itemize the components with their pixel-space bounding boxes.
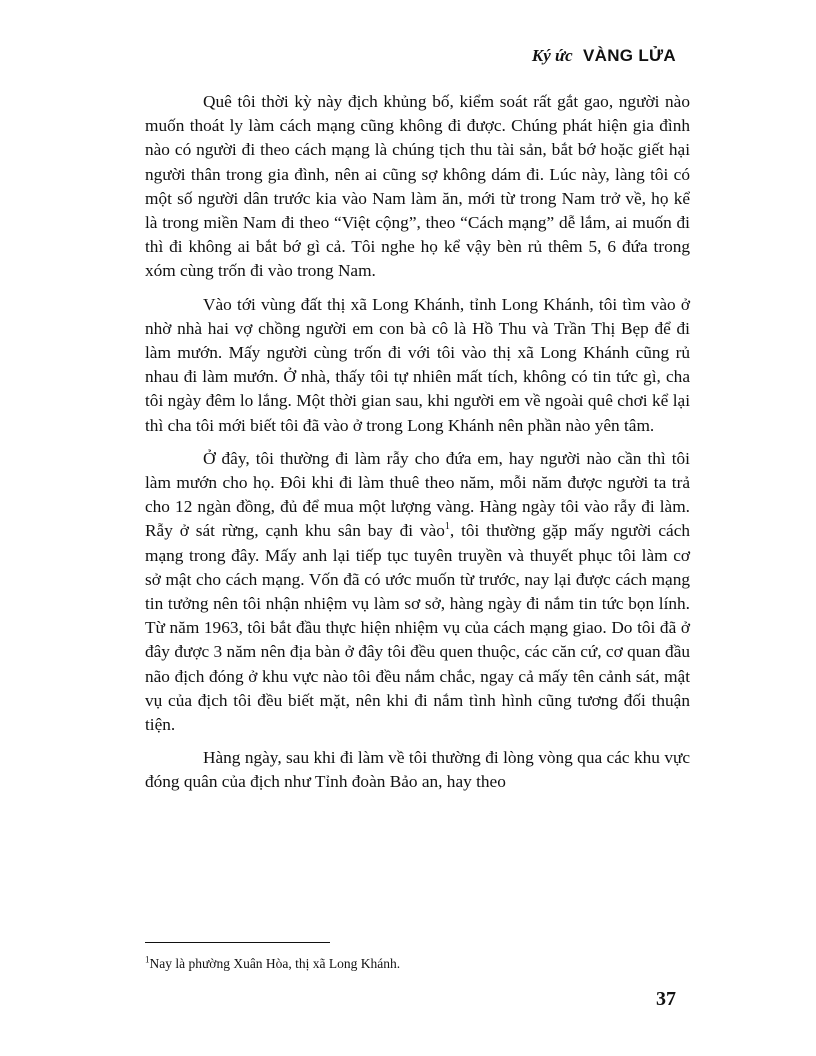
paragraph-4: Hàng ngày, sau khi đi làm về tôi thường đi lòng vòng qua các khu vực đóng quân của địch như Tỉnh đoàn Bảo an, hay theo bbox=[145, 748, 690, 792]
running-header bbox=[532, 46, 676, 66]
footnote-marker: 1 bbox=[145, 954, 150, 965]
paragraph-3 bbox=[145, 447, 690, 737]
footnote bbox=[145, 956, 400, 972]
footnote-reference: 1 bbox=[444, 521, 450, 533]
page-number: 37 bbox=[656, 988, 676, 1010]
book-title-script: Ký ức bbox=[531, 46, 573, 65]
paragraph-3-part-1: Ở đây, tôi thường đi làm rẫy cho đứa em, hay người nào cần thì tôi làm mướn cho họ. Đôi khi đi làm thuê theo năm, mỗi năm được người ta trả cho 12 ngàn đồng, đủ để mua một lượng vàng. Hàng ngày tôi vào rẫy đi làm. Rẫy ở sát rừng, cạnh khu sân bay đi vào bbox=[145, 448, 690, 541]
footnote-text: Nay là phường Xuân Hòa, thị xã Long Khánh. bbox=[149, 956, 401, 971]
paragraph-1: Quê tôi thời kỳ này địch khủng bố, kiểm soát rất gắt gao, người nào muốn thoát ly làm cách mạng cũng không đi được. Chúng phát hiện gia đình nào có người đi theo cách mạng là chúng tịch thu tài sản, bắt bớ hoặc giết hại người thân trong gia đình, nên ai cũng sợ không dám đi. Lúc này, làng tôi có một số người dân trước kia vào Nam làm ăn, mới từ trong Nam trở về, họ kể là trong miền Nam đi theo “Việt cộng”, theo “Cách mạng” dễ lắm, ai muốn đi thì đi không ai bắt bớ gì cả. Tôi nghe họ kể vậy bèn rủ thêm 5, 6 đứa trong xóm cùng trốn đi vào trong Nam. bbox=[145, 92, 690, 281]
paragraph-2: Vào tới vùng đất thị xã Long Khánh, tỉnh Long Khánh, tôi tìm vào ở nhờ nhà hai vợ chồng người em con bà cô là Hồ Thu và Trần Thị Bẹp để đi làm mướn. Mấy người cùng trốn đi với tôi vào thị xã Long Khánh cũng rủ nhau đi làm mướn. Ở nhà, thấy tôi tự nhiên mất tích, không có tin tức gì, cha tôi ngày đêm lo lắng. Một thời gian sau, khi người em về ngoài quê chơi kể lại thì cha tôi mới biết tôi đã vào ở trong Long Khánh nên phần nào yên tâm. bbox=[145, 294, 690, 435]
footnote-rule bbox=[145, 942, 330, 943]
paragraph-3-part-2: , tôi thường gặp mấy người cách mạng trong đây. Mấy anh lại tiếp tục tuyên truyền và thuyết phục tôi làm cơ sở mật cho cách mạng. Vốn đã có ước muốn từ trước, nay lại được cách mạng tin tưởng nên tôi nhận nhiệm vụ làm sơ sở, hàng ngày đi nắm tin tức bọn lính. Từ năm 1963, tôi bắt đầu thực hiện nhiệm vụ của cách mạng giao. Do tôi đã ở đây được 3 năm nên địa bàn ở đây tôi đều quen thuộc, các căn cứ, cơ quan đầu não địch đóng ở khu vực nào tôi đều nắm chắc, ngay cả mấy tên cảnh sát, mật vụ của địch tôi đều biết mặt, nên khi đi nắm tình hình cũng tương đối thuận tiện. bbox=[145, 521, 691, 735]
body-text bbox=[145, 90, 690, 804]
book-title-caps: VÀNG LỬA bbox=[582, 46, 676, 65]
